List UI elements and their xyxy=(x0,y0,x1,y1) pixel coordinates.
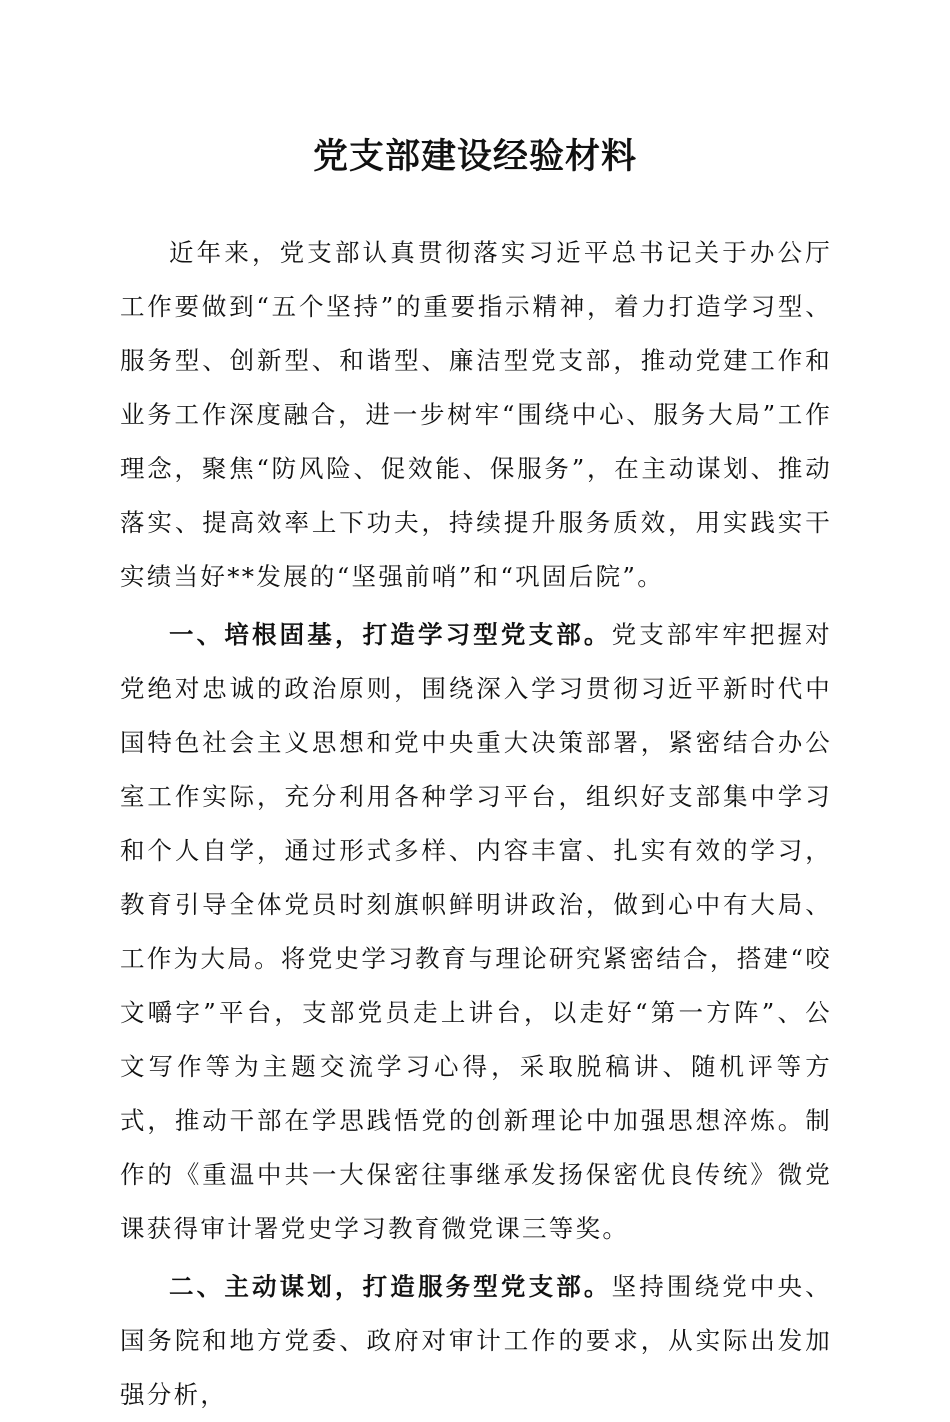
paragraph-section-1 xyxy=(120,608,832,1256)
section-2-text: 坚持围绕党中央、国务院和地方党委、政府对审计工作的要求，从实际出发加强分析， xyxy=(120,1272,832,1409)
document-body xyxy=(120,226,832,1422)
section-2-heading: 二、主动谋划，打造服务型党支部。 xyxy=(169,1272,612,1301)
document-title: 党支部建设经验材料 xyxy=(312,136,637,177)
section-1-text: 党支部牢牢把握对党绝对忠诚的政治原则，围绕深入学习贯彻习近平新时代中国特色社会主义思想和党中央重大决策部署，紧密结合办公室工作实际，充分利用各种学习平台，组织好支部集中学习和个人自学，通过形式多样、内容丰富、扎实有效的学习，教育引导全体党员时刻旗帜鲜明讲政治，做到心中有大局、工作为大局。将党史学习教育与理论研究紧密结合，搭建“咬文嚼字”平台，支部党员走上讲台，以走好“第一方阵”、公文写作等为主题交流学习心得，采取脱稿讲、随机评等方式，推动干部在学思践悟党的创新理论中加强思想淬炼。制作的《重温中共一大保密往事继承发扬保密优良传统》微党课获得审计署党史学习教育微党课三等奖。 xyxy=(120,620,832,1243)
paragraph-intro-text: 近年来，党支部认真贯彻落实习近平总书记关于办公厅工作要做到“五个坚持”的重要指示精神，着力打造学习型、服务型、创新型、和谐型、廉洁型党支部，推动党建工作和业务工作深度融合，进一步树牢“围绕中心、服务大局”工作理念，聚焦“防风险、促效能、保服务”，在主动谋划、推动落实、提高效率上下功夫，持续提升服务质效，用实践实干实绩当好**发展的“坚强前哨”和“巩固后院”。 xyxy=(120,238,832,591)
paragraph-intro xyxy=(120,226,832,604)
section-1-heading: 一、培根固基，打造学习型党支部。 xyxy=(169,620,612,649)
paragraph-section-2 xyxy=(120,1260,832,1422)
